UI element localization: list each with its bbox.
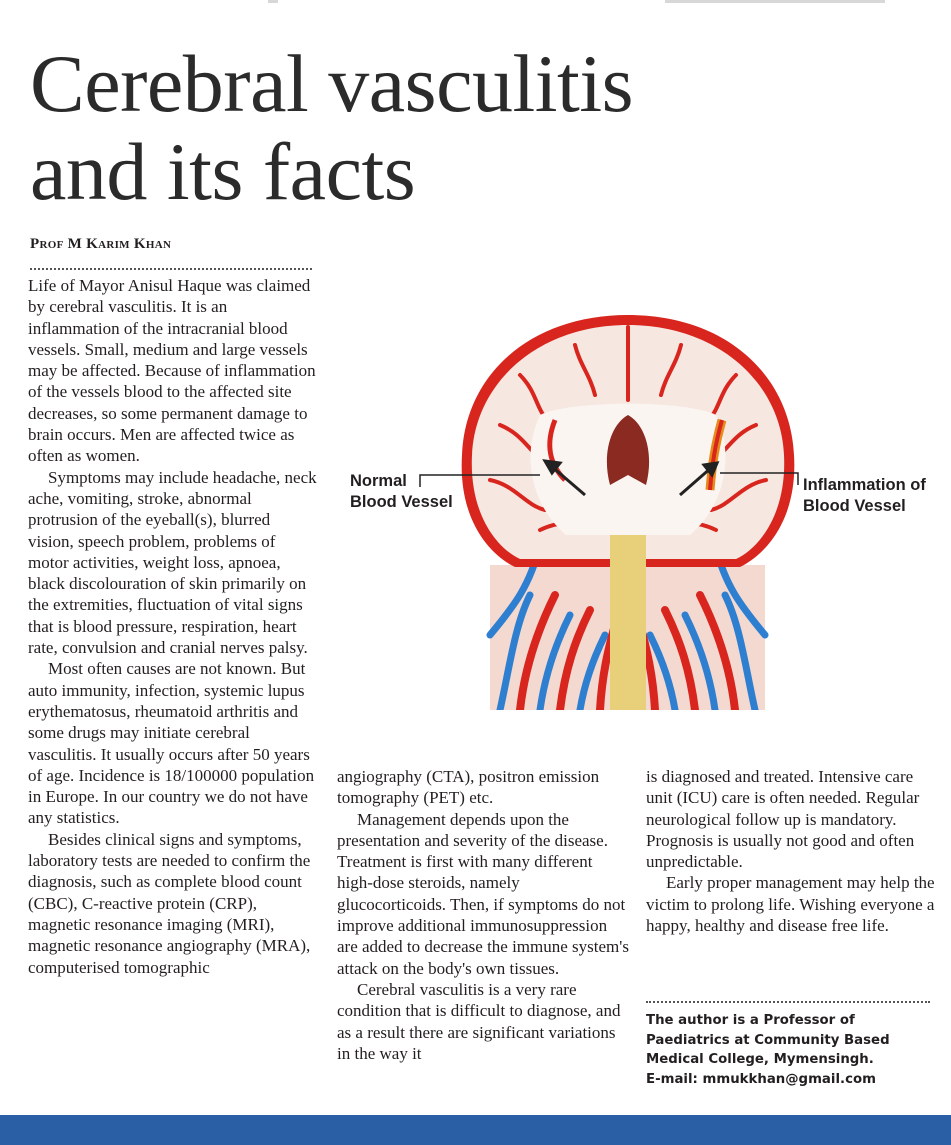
label-inflamed-line2: Blood Vessel (803, 497, 906, 515)
footer-bar (0, 1115, 951, 1145)
bio-line: The author is a Professor of (646, 1013, 855, 1028)
paragraph: Most often causes are not known. But auto immunity, infection, systemic lupus erythematosus, rheumatoid arthritis and some drugs may initiate cerebral vasculitis. It usually occurs after 50 years of age. Incidence is 18/100000 population in Europe. In our country we do not have any statistics. (28, 659, 315, 828)
paragraph: Life of Mayor Anisul Haque was claimed by cerebral vasculitis. It is an inflammation of the intracranial blood vessels. Small, medium and large vessels may be affected. Because of inflammation of the vessels blood to the affected site decreases, so some permanent damage to brain occurs. Men are affected twice as often as women. (28, 276, 316, 466)
paragraph: Management depends upon the presentation and severity of the disease. Treatment is first with many different high-dose steroids, namely glucocorticoids. Then, if symptoms do not improve additional immunosuppression are added to decrease the immune system's attack on the body's own tissues. (337, 809, 629, 978)
text-column-2 (337, 766, 630, 1064)
bio-email: E-mail: mmukkhan@gmail.com (646, 1071, 876, 1087)
label-normal-vessel (350, 471, 453, 513)
paragraph: Cerebral vasculitis is a very rare condition that is difficult to diagnose, and as a result there are significant variations in the way it (337, 979, 621, 1063)
title-line-2: and its facts (30, 126, 416, 217)
bio-divider (646, 1001, 930, 1003)
paragraph: Early proper management may help the victim to prolong life. Wishing everyone a happy, healthy and disease free life. (646, 873, 935, 936)
label-normal-line2: Blood Vessel (350, 493, 453, 511)
byline-divider (30, 268, 312, 270)
bio-line: Medical College, Mymensingh. (646, 1052, 874, 1067)
text-column-1 (28, 275, 320, 978)
paragraph: is diagnosed and treated. Intensive care unit (ICU) care is often needed. Regular neurological follow up is mandatory. Prognosis is usually not good and often unpredictable. (646, 767, 920, 872)
label-inflamed-vessel (803, 475, 926, 517)
paragraph: angiography (CTA), positron emission tomography (PET) etc. (337, 767, 600, 808)
top-edge-mark (268, 0, 278, 3)
top-edge-mark (665, 0, 885, 3)
spinal-cord (610, 535, 646, 710)
label-normal-line1: Normal (350, 472, 407, 490)
label-inflamed-line1: Inflammation of (803, 476, 926, 494)
paragraph: Symptoms may include headache, neck ache, vomiting, stroke, abnormal protrusion of the eyeball(s), blurred vision, speech problem, problems of motor activities, weight loss, apnoea, black discolouration of skin primarily on the extremities, fluctuation of vital signs that is blood pressure, respiration, heart rate, convulsion and cranial nerves palsy. (28, 467, 317, 658)
author-byline: Prof M Karim Khan (30, 236, 172, 252)
title-line-1: Cerebral vasculitis (30, 38, 634, 129)
author-bio (646, 1011, 936, 1089)
paragraph: Besides clinical signs and symptoms, laboratory tests are needed to confirm the diagnosis, such as complete blood count (CBC), C-reactive protein (CRP), magnetic resonance imaging (MRI), magnetic resonance angiography (MRA), computerised tomographic (28, 829, 311, 977)
article-title (30, 40, 730, 216)
text-column-3 (646, 766, 936, 936)
bio-line: Paediatrics at Community Based (646, 1032, 890, 1048)
